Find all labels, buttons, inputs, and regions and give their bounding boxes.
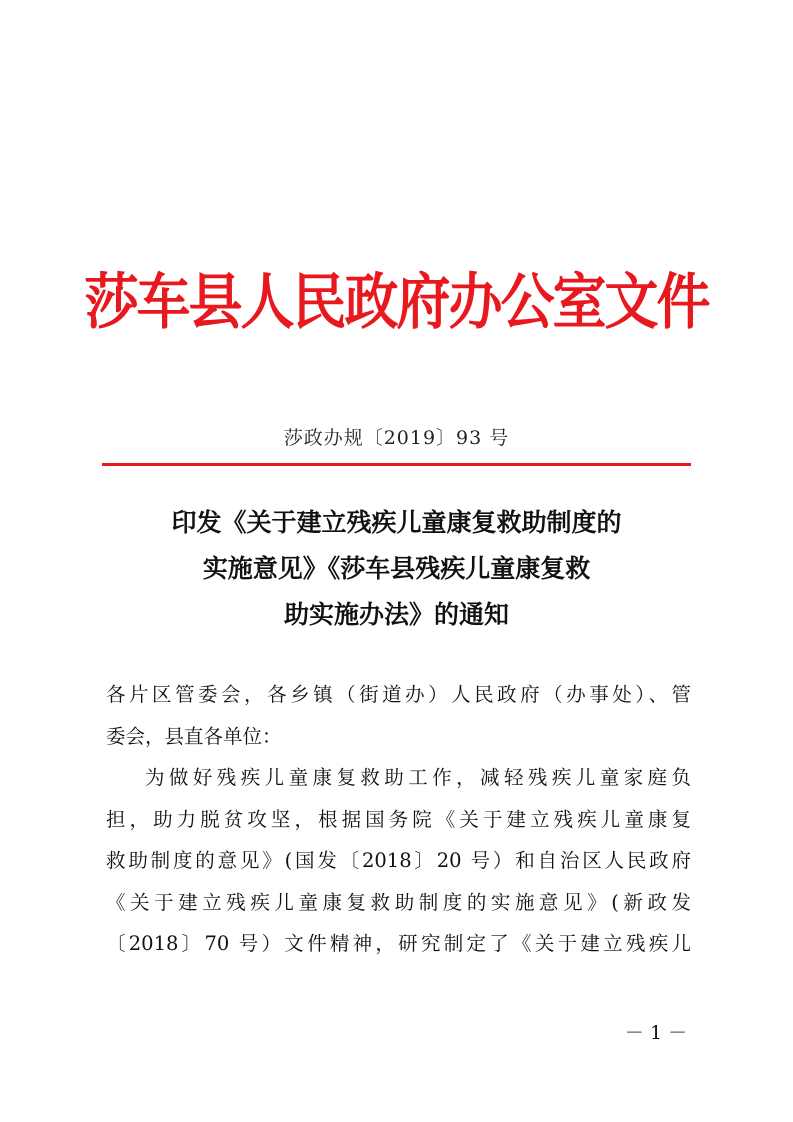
title-line: 助实施办法》的通知: [283, 600, 509, 629]
paragraph-line: 《关于建立残疾儿童康复救助制度的实施意见》(新政发: [106, 890, 691, 914]
paragraph-line: 〔2018〕70 号）文件精神，研究制定了《关于建立残疾儿: [106, 932, 691, 955]
red-separator-line: [102, 463, 691, 466]
page-number: － 1 －: [624, 1022, 688, 1044]
addressee-line: 委会，县直各单位：: [106, 724, 282, 748]
addressee-line: 各片区管委会，各乡镇（街道办）人民政府（办事处）、管: [106, 683, 691, 706]
paragraph-line: 担，助力脱贫攻坚，根据国务院《关于建立残疾儿童康复: [106, 807, 691, 831]
document-title: [0, 500, 793, 638]
document-number: 莎政办规〔2019〕93 号: [283, 427, 510, 449]
paragraph-line: 救助制度的意见》(国发〔2018〕20 号）和自治区人民政府: [106, 849, 691, 872]
document-masthead: 莎车县人民政府办公室文件: [84, 265, 709, 338]
title-line: 实施意见》《莎车县残疾儿童康复救: [202, 554, 591, 583]
paragraph-line: 为做好残疾儿童康复救助工作，减轻残疾儿童家庭负: [145, 766, 691, 789]
document-body: [106, 674, 691, 965]
title-line: 印发《关于建立残疾儿童康复救助制度的: [171, 508, 622, 537]
